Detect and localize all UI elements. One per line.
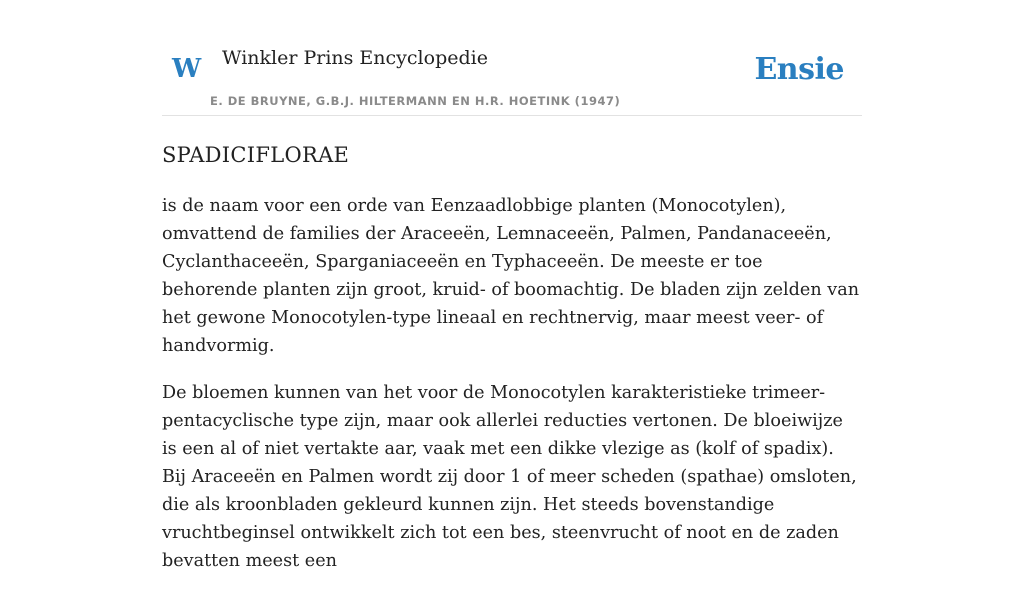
article-paragraph: is de naam voor een orde van Eenzaadlobbige planten (Monocotylen), omvattend de families der Araceeën, Lemnaceeën, Palmen, Pandanaceeën, Cyclanthaceeën, Sparganiaceeën en Typhaceeën. De meeste er toe behorende planten zijn groot, kruid- of boomachtig. De bladen zijn zelden van het gewone Monocotylen-type lineaal en rechtnervig, maar meest veer- of handvormig. [162, 196, 860, 356]
article-body [162, 192, 862, 594]
source-authors: E. DE BRUYNE, G.B.J. HILTERMANN EN H.R. HOETINK (1947) [210, 94, 621, 108]
article-paragraph: De bloemen kunnen van het voor de Monocotylen karakteristieke trimeer-pentacyclische type zijn, maar ook allerlei reducties vertonen. De bloeiwijze is een al of niet vertakte aar, vaak met een dikke vlezige as (kolf of spadix). Bij Araceeën en Palmen wordt zij door 1 of meer scheden (spathae) omsloten, die als kroonbladen gekleurd kunnen zijn. Het steeds bovenstandige vruchtbeginsel ontwikkelt zich tot een bes, steenvrucht of noot en de zaden bevatten meest een [162, 383, 857, 571]
ensie-brand-logo[interactable]: Ensie [754, 52, 844, 87]
winkler-prins-logo[interactable]: W [172, 54, 202, 84]
source-header [162, 40, 862, 116]
article-title: SPADICIFLORAE [162, 143, 350, 167]
source-title[interactable]: Winkler Prins Encyclopedie [222, 47, 488, 69]
